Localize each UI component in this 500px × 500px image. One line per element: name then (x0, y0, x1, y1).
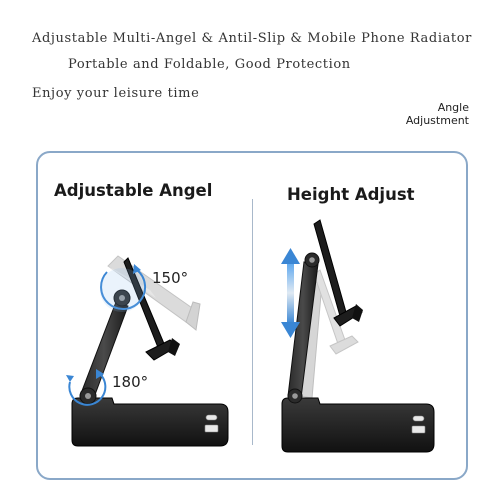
headline-features: Adjustable Multi-Angel & Antil-Slip & Mobile Phone Radiator (32, 31, 472, 46)
headline-leisure: Enjoy your leisure time (32, 86, 200, 101)
angle-150-label: 150° (152, 269, 189, 287)
left-usb-a-port (205, 425, 218, 432)
angle-adjustment-line1: Angle (437, 101, 469, 114)
right-usb-a-port (412, 426, 425, 433)
headline-portable: Portable and Foldable, Good Protection (68, 57, 351, 72)
left-usb-c-port (206, 415, 217, 420)
right-stand-illustration (281, 220, 434, 452)
left-stand-illustration (66, 256, 228, 446)
height-adjust-arrow-icon (281, 248, 300, 338)
adjustable-angle-title: Adjustable Angel (54, 181, 213, 200)
left-base (72, 398, 228, 446)
angle-180-label: 180° (112, 373, 149, 391)
height-adjust-title: Height Adjust (287, 185, 415, 204)
right-usb-c-port (413, 416, 424, 421)
right-base (282, 398, 434, 452)
angle-adjustment-line2: Adjustment (405, 114, 469, 127)
